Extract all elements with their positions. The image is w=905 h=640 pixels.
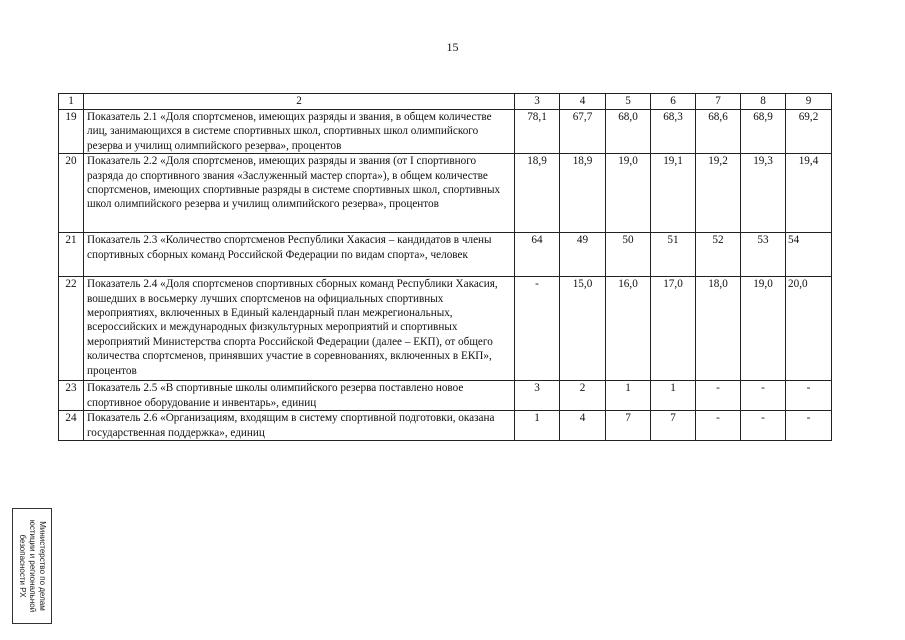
value-cell: 16,0 — [606, 277, 651, 381]
value-cell: 19,3 — [741, 154, 786, 233]
value-cell: 68,0 — [606, 110, 651, 154]
value-cell: 17,0 — [651, 277, 696, 381]
header-cell: 9 — [786, 94, 832, 110]
value-cell: - — [696, 411, 741, 441]
value-cell: 3 — [515, 381, 560, 411]
value-cell: 7 — [651, 411, 696, 441]
value-cell: 67,7 — [560, 110, 606, 154]
value-cell: 68,9 — [741, 110, 786, 154]
stamp-line: юстиции и региональной — [28, 519, 37, 613]
value-cell: - — [786, 381, 832, 411]
indicator-description: Показатель 2.1 «Доля спортсменов, имеющих разряды и звания, в общем количестве лиц, занимающихся в системе спортивных школ, спортивных школ олимпийского резерва и училищ олимпийского резерва», процентов — [84, 110, 515, 154]
stamp-line: Министерство по делам — [38, 521, 47, 611]
value-cell: - — [741, 411, 786, 441]
value-cell: 68,6 — [696, 110, 741, 154]
value-cell: 19,0 — [741, 277, 786, 381]
value-cell: 52 — [696, 233, 741, 277]
header-cell: 8 — [741, 94, 786, 110]
value-cell: - — [741, 381, 786, 411]
value-cell: - — [786, 411, 832, 441]
table-row — [59, 277, 832, 381]
value-cell: 78,1 — [515, 110, 560, 154]
value-cell: 19,0 — [606, 154, 651, 233]
row-number: 20 — [59, 154, 84, 233]
value-cell: 69,2 — [786, 110, 832, 154]
value-cell: 18,9 — [560, 154, 606, 233]
header-cell: 7 — [696, 94, 741, 110]
indicator-description: Показатель 2.4 «Доля спортсменов спортивных сборных команд Республики Хакасия, вошедших в восьмерку лучших спортсменов на официальных спортивных мероприятиях, включенных в Единый календарный план межрегиональных, всероссийских и международных физкультурных мероприятий и спортивных мероприятий Министерства спорта Российской Федерации (далее – ЕКП), от общего количества спортсменов, принявших участие в соревнованиях, включенных в ЕКП», процентов — [84, 277, 515, 381]
stamp-line: безопасности РХ — [18, 534, 27, 598]
header-cell: 6 — [651, 94, 696, 110]
value-cell: 4 — [560, 411, 606, 441]
value-cell: 1 — [651, 381, 696, 411]
header-cell: 1 — [59, 94, 84, 110]
indicator-description: Показатель 2.3 «Количество спортсменов Республики Хакасия – кандидатов в члены спортивных сборных команд Российской Федерации по видам спорта», человек — [84, 233, 515, 277]
value-cell: 49 — [560, 233, 606, 277]
value-cell: 19,4 — [786, 154, 832, 233]
row-number: 23 — [59, 381, 84, 411]
indicators-table — [58, 93, 832, 441]
header-cell: 4 — [560, 94, 606, 110]
value-cell: 18,9 — [515, 154, 560, 233]
value-cell: 64 — [515, 233, 560, 277]
header-cell: 5 — [606, 94, 651, 110]
value-cell: 19,1 — [651, 154, 696, 233]
indicator-description: Показатель 2.2 «Доля спортсменов, имеющих разряды и звания (от I спортивного разряда до спортивного звания «Заслуженный мастер спорта»), в общем количестве спортсменов, имеющих спортивные разряды в системе спортивных школ, спортивных школ олимпийского резерва и училищ олимпийского резерва», процентов — [84, 154, 515, 233]
value-cell: 19,2 — [696, 154, 741, 233]
value-cell: - — [515, 277, 560, 381]
table-row — [59, 411, 832, 441]
row-number: 19 — [59, 110, 84, 154]
value-cell: - — [696, 381, 741, 411]
value-cell: 1 — [606, 381, 651, 411]
page-number: 15 — [446, 40, 459, 54]
table-header-row — [59, 94, 832, 110]
table-row — [59, 154, 832, 233]
row-number: 21 — [59, 233, 84, 277]
value-cell: 68,3 — [651, 110, 696, 154]
value-cell: 53 — [741, 233, 786, 277]
header-cell: 2 — [84, 94, 515, 110]
value-cell: 50 — [606, 233, 651, 277]
table-row — [59, 110, 832, 154]
value-cell: 15,0 — [560, 277, 606, 381]
indicator-description: Показатель 2.6 «Организациям, входящим в систему спортивной подготовки, оказана государственная поддержка», единиц — [84, 411, 515, 441]
value-cell: 1 — [515, 411, 560, 441]
header-cell: 3 — [515, 94, 560, 110]
value-cell: 2 — [560, 381, 606, 411]
value-cell: 20,0 — [786, 277, 832, 381]
table-row — [59, 381, 832, 411]
row-number: 24 — [59, 411, 84, 441]
row-number: 22 — [59, 277, 84, 381]
table-row — [59, 233, 832, 277]
stamp-text — [17, 510, 47, 622]
value-cell: 18,0 — [696, 277, 741, 381]
value-cell: 54 — [786, 233, 832, 277]
value-cell: 7 — [606, 411, 651, 441]
value-cell: 51 — [651, 233, 696, 277]
indicator-description: Показатель 2.5 «В спортивные школы олимпийского резерва поставлено новое спортивное оборудование и инвентарь», единиц — [84, 381, 515, 411]
registration-stamp — [12, 508, 52, 624]
